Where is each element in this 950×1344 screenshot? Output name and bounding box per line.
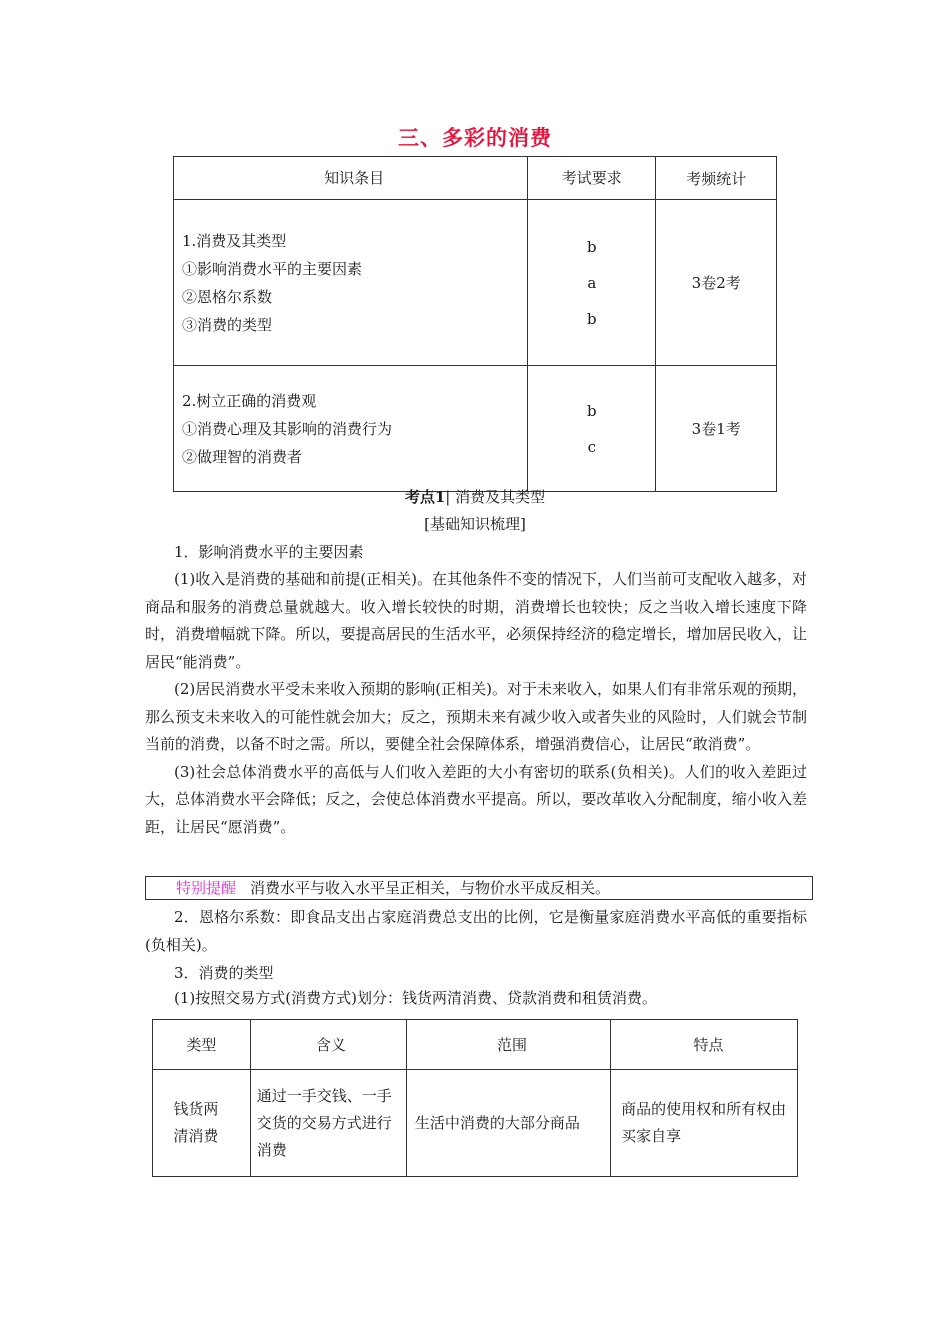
special-tip-box: [145, 876, 813, 900]
kaodian-label: 考点1: [404, 488, 446, 506]
page-title: 三、多彩的消费: [398, 126, 552, 150]
knowledge-item: ②做理智的消费者: [182, 447, 303, 466]
knowledge-items-cell: [174, 366, 528, 492]
table-row: [174, 200, 777, 366]
requirement-level: c: [587, 437, 596, 456]
requirement-level: a: [587, 273, 597, 292]
kaodian-separator: |: [445, 488, 451, 506]
kaodian-title: 消费及其类型: [455, 488, 546, 506]
exam-requirements-table: [173, 156, 777, 492]
column-header: 类型: [153, 1020, 251, 1070]
section-heading: 3．消费的类型: [174, 964, 274, 982]
consumption-types-table: [152, 1019, 798, 1177]
frequency-cell: 3卷1考: [656, 366, 777, 492]
tip-text: 消费水平与收入水平呈正相关，与物价水平成反相关。: [250, 879, 611, 897]
frequency-cell: 3卷2考: [656, 200, 777, 366]
knowledge-item: ③消费的类型: [182, 315, 273, 334]
table-header-row: [174, 157, 777, 200]
paragraph: (2)居民消费水平受未来收入预期的影响(正相关)。对于未来收入，如果人们有非常乐观的预期，那么预支未来收入的可能性就会加大；反之，预期未来有减少收入或者失业的风险时，人们就会节制当前的消费，以备不时之需。所以，要健全社会保障体系，增强消费信心，让居民“敢消费”。: [145, 680, 807, 753]
column-header: 范围: [406, 1020, 610, 1070]
column-header: 特点: [611, 1020, 798, 1070]
feature-cell: 商品的使用权和所有权由买家自享: [611, 1070, 798, 1177]
knowledge-items-cell: [174, 200, 528, 366]
requirement-cell: [528, 200, 656, 366]
table-row: [174, 366, 777, 492]
section1-body: [145, 566, 807, 841]
type-cell: [153, 1070, 251, 1177]
requirement-cell: [528, 366, 656, 492]
section2-body: [145, 904, 807, 959]
paragraph: (1)收入是消费的基础和前提(正相关)。在其他条件不变的情况下，人们当前可支配收入越多，对商品和服务的消费总量就越大。收入增长较快的时期，消费增长也较快；反之当收入增长速度下降时，消费增幅就下降。所以，要提高居民的生活水平，必须保持经济的稳定增长，增加居民收入，让居民“能消费”。: [145, 570, 807, 671]
knowledge-item: 1.消费及其类型: [182, 231, 287, 250]
column-header: 考试要求: [528, 157, 656, 200]
knowledge-item: ①消费心理及其影响的消费行为: [182, 419, 393, 438]
requirement-level: b: [587, 401, 597, 420]
knowledge-item: ①影响消费水平的主要因素: [182, 259, 363, 278]
paragraph: (3)社会总体消费水平的高低与人们收入差距的大小有密切的联系(负相关)。人们的收入差距过大，总体消费水平会降低；反之，会使总体消费水平提高。所以，要改革收入分配制度，缩小收入差距，让居民“愿消费”。: [145, 762, 807, 836]
table-row: [153, 1070, 798, 1177]
knowledge-item: ②恩格尔系数: [182, 287, 273, 306]
type-text: 钱货两清消费: [173, 1100, 219, 1145]
paragraph: 2．恩格尔系数：即食品支出占家庭消费总支出的比例，它是衡量家庭消费水平高低的重要指标(负相关)。: [145, 908, 807, 954]
column-header: 知识条目: [174, 157, 528, 200]
column-header: 考频统计: [656, 157, 777, 200]
section-subheading: [基础知识梳理]: [424, 515, 526, 533]
section-heading: 1．影响消费水平的主要因素: [174, 543, 364, 561]
knowledge-item: 2.树立正确的消费观: [182, 391, 317, 410]
tip-label: 特别提醒: [176, 879, 237, 897]
kaodian-heading: [0, 486, 950, 507]
table-header-row: [153, 1020, 798, 1070]
paragraph: (1)按照交易方式(消费方式)划分：钱货两清消费、贷款消费和租赁消费。: [174, 989, 657, 1007]
meaning-cell: 通过一手交钱、一手交货的交易方式进行消费: [250, 1070, 406, 1177]
section3-body: [145, 985, 807, 1013]
column-header: 含义: [250, 1020, 406, 1070]
requirement-level: b: [587, 309, 597, 328]
scope-cell: 生活中消费的大部分商品: [406, 1070, 610, 1177]
requirement-level: b: [587, 237, 597, 256]
